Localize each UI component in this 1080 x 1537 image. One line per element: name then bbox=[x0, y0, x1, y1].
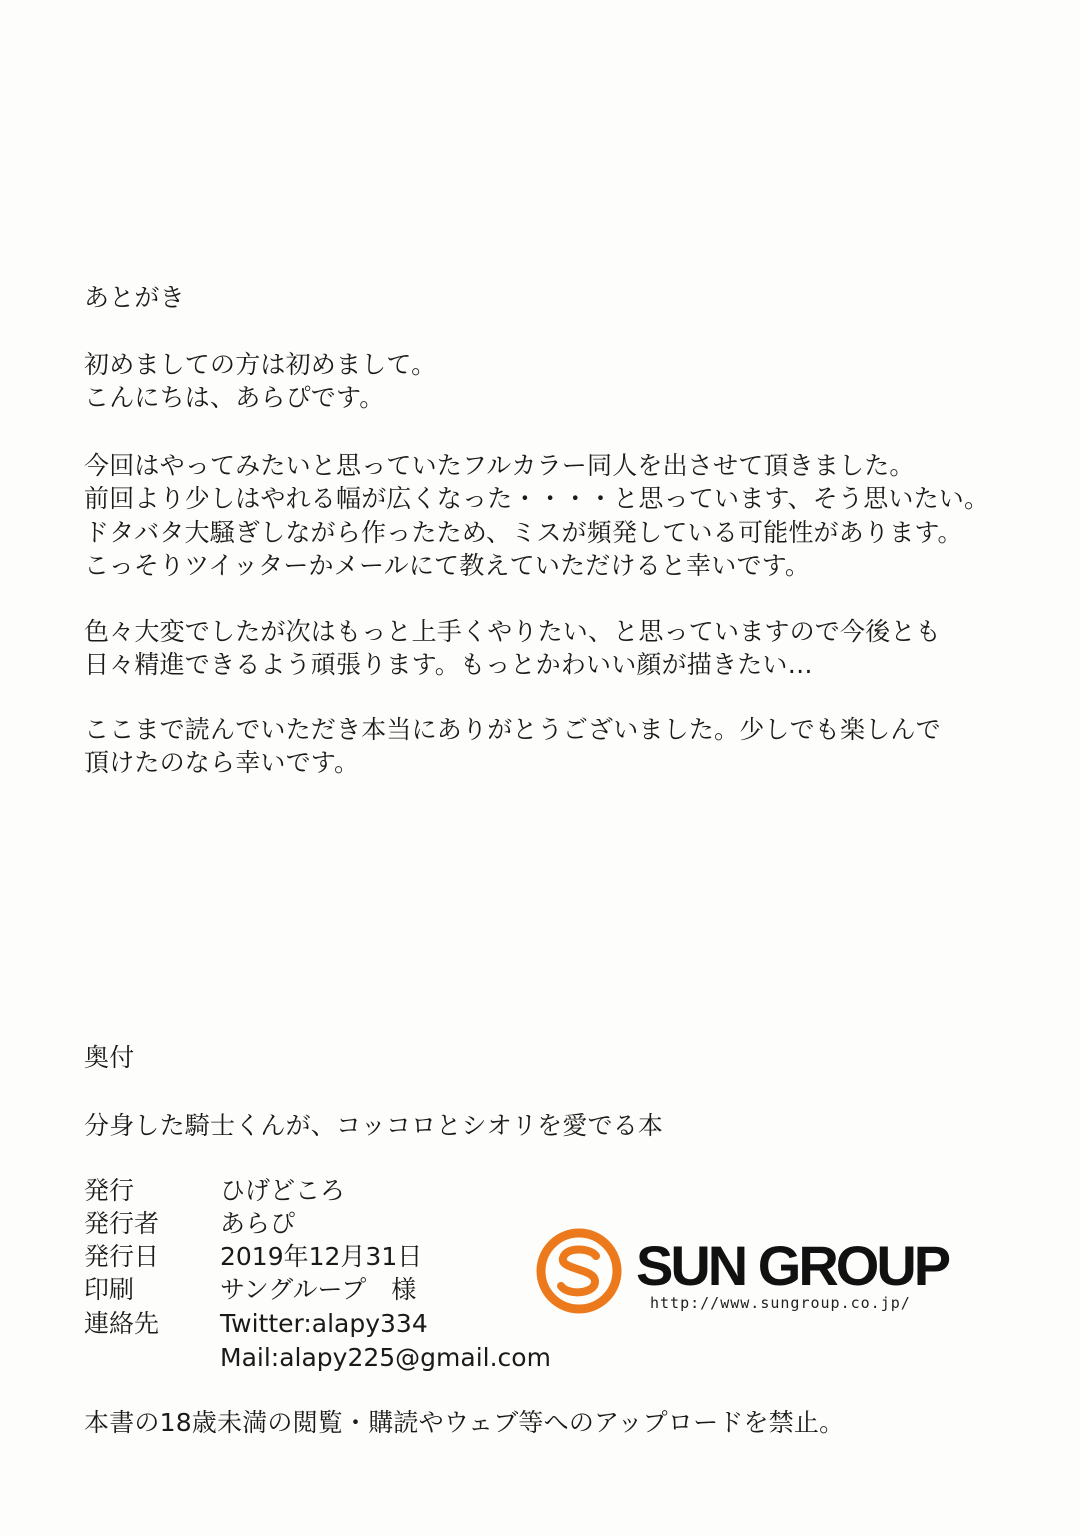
sungroup-wordmark: SUN GROUP bbox=[636, 1234, 949, 1297]
afterword-line: 今回はやってみたいと思っていたフルカラー同人を出させて頂きました。 bbox=[84, 451, 915, 480]
colophon-row-author bbox=[84, 1207, 295, 1240]
colophon-value: 2019年12月31日 bbox=[220, 1242, 423, 1271]
colophon-label: 連絡先 bbox=[84, 1309, 160, 1338]
book-title: 分身した騎士くんが、コッコロとシオリを愛でる本 bbox=[84, 1111, 664, 1140]
afterword-line: こっそりツイッターかメールにて教えていただけると幸いです。 bbox=[84, 551, 811, 580]
afterword-line: 頂けたのなら幸いです。 bbox=[84, 748, 360, 777]
colophon-row-date bbox=[84, 1240, 422, 1273]
afterword-line: 日々精進できるよう頑張ります。もっとかわいい顔が描きたい… bbox=[84, 650, 813, 679]
afterword-line: 色々大変でしたが次はもっと上手くやりたい、と思っていますので今後とも bbox=[84, 617, 941, 646]
afterword-line: 前回より少しはやれる幅が広くなった・・・・と思っています、そう思いたい。 bbox=[84, 484, 990, 513]
colophon-label: 発行 bbox=[84, 1176, 135, 1205]
contact-mail: Mail:alapy225@gmail.com bbox=[220, 1343, 551, 1372]
sungroup-logo bbox=[536, 1226, 980, 1316]
afterword-line: ここまで読んでいただき本当にありがとうございました。少しでも楽しんで bbox=[84, 715, 941, 744]
colophon-value: ひげどころ bbox=[220, 1176, 346, 1205]
colophon-row-publisher bbox=[84, 1174, 345, 1207]
sungroup-s-logo-icon bbox=[536, 1226, 626, 1316]
sungroup-url: http://www.sungroup.co.jp/ bbox=[650, 1294, 911, 1312]
colophon-value: サングループ 様 bbox=[220, 1275, 417, 1304]
afterword-line: ドタバタ大騒ぎしながら作ったため、ミスが頻発している可能性があります。 bbox=[84, 518, 963, 547]
colophon-value: Twitter:alapy334 bbox=[220, 1309, 428, 1338]
afterword-heading: あとがき bbox=[84, 283, 185, 312]
afterword-line: こんにちは、あらぴです。 bbox=[84, 383, 385, 412]
colophon-value: あらぴ bbox=[220, 1209, 296, 1238]
colophon-row-printer bbox=[84, 1273, 416, 1306]
age-restriction-notice: 本書の18歳未満の閲覧・購読やウェブ等へのアップロードを禁止。 bbox=[84, 1408, 845, 1437]
colophon-label: 発行者 bbox=[84, 1209, 160, 1238]
afterword-line: 初めましての方は初めまして。 bbox=[84, 350, 437, 379]
colophon-label: 印刷 bbox=[84, 1275, 135, 1304]
colophon-row-contact bbox=[84, 1307, 428, 1340]
colophon-label: 発行日 bbox=[84, 1242, 160, 1271]
colophon-heading: 奥付 bbox=[84, 1043, 135, 1072]
